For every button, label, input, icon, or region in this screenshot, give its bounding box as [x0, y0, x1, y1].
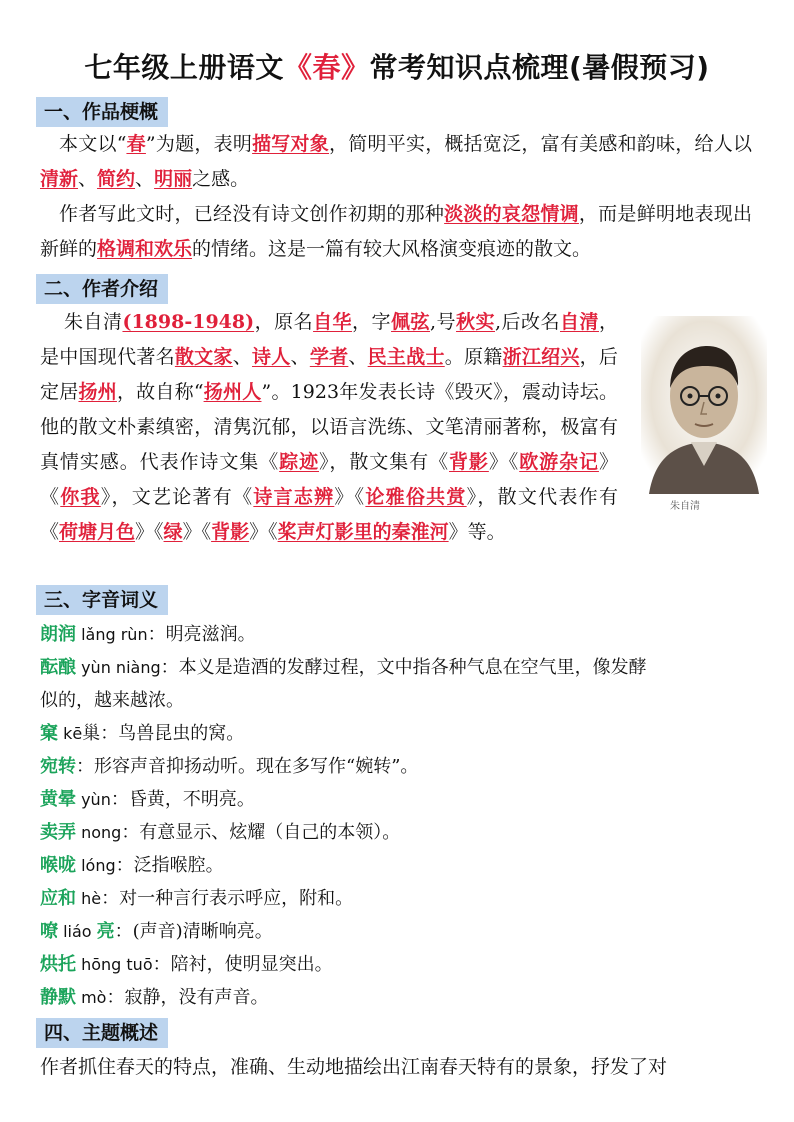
vocabulary-word: 嘹: [40, 921, 58, 942]
keyword-highlight: 淡淡的哀怨情调: [444, 203, 579, 225]
text-run: ，简明平实，概括宽泛，富有美感和韵味，给人以: [329, 133, 752, 155]
vocabulary-pinyin: kē: [58, 724, 83, 743]
vocabulary-pinyin: yùn: [76, 790, 111, 809]
page-title: [0, 48, 794, 88]
title-pre: 七年级上册语文: [84, 51, 284, 84]
keyword-highlight: 浙江绍兴: [502, 346, 580, 368]
vocabulary-definition: ：寂静，没有声音。: [106, 987, 269, 1008]
text-run: 、: [232, 346, 252, 368]
keyword-highlight: 学者: [309, 346, 349, 368]
text-run: 》等。: [448, 521, 506, 543]
vocabulary-pinyin: liáo: [58, 922, 97, 941]
vocabulary-word: 静默: [40, 987, 76, 1008]
vocabulary-definition: ：泛指喉腔。: [115, 855, 224, 876]
section-heading-vocabulary: 三、字音词义: [36, 585, 168, 615]
vocabulary-word: 朗润: [40, 624, 76, 645]
keyword-highlight: 桨声灯影里的秦淮河: [277, 521, 449, 543]
keyword-highlight: 清新: [40, 168, 79, 190]
text-run: 、: [348, 346, 368, 368]
text-run: 》《: [488, 451, 520, 473]
keyword-highlight: 明丽: [154, 168, 193, 190]
keyword-highlight: 背影: [449, 451, 489, 473]
text-run: ，故自称“: [116, 381, 204, 403]
author-paragraph: [40, 305, 618, 550]
keyword-highlight: 欧游杂记: [519, 451, 599, 473]
keyword-highlight: 民主战士: [367, 346, 445, 368]
vocabulary-definition: ：昏黄，不明亮。: [110, 789, 255, 810]
vocabulary-word: 卖弄: [40, 822, 76, 843]
vocabulary-pinyin: nong: [76, 823, 122, 842]
vocabulary-definition: ：本义是造酒的发酵过程，文中指各种气息在空气里，像发酵: [160, 657, 647, 678]
vocabulary-definition: ：(声音)清晰响亮。: [114, 921, 273, 942]
text-run: 》，文艺论著有《: [100, 486, 254, 508]
keyword-highlight: 荷塘月色: [59, 521, 136, 543]
vocabulary-word: 亮: [96, 921, 115, 942]
author-portrait-image: [641, 316, 767, 494]
vocabulary-pinyin: mò: [76, 988, 107, 1007]
keyword-highlight: 扬州人: [203, 381, 262, 403]
vocabulary-word: 酝酿: [40, 657, 76, 678]
text-run: 》《: [334, 486, 366, 508]
keyword-highlight: 自清: [560, 311, 599, 333]
keyword-highlight: (1898-1948): [122, 311, 255, 333]
text-run: 》《: [249, 521, 278, 543]
theme-paragraph: 作者抓住春天的特点，准确、生动地描绘出江南春天特有的景象，抒发了对: [40, 1056, 668, 1078]
vocabulary-word: 喉咙: [40, 855, 76, 876]
text-run: ，是中国现代著名: [40, 311, 618, 368]
keyword-highlight: 春: [126, 133, 146, 155]
portrait-caption: 朱自清: [670, 501, 700, 512]
text-run: ，后定居: [40, 346, 618, 403]
vocabulary-word: 宛转: [40, 756, 76, 777]
text-run: 》《: [40, 451, 618, 508]
vocabulary-word: 应和: [40, 888, 76, 909]
text-run: 朱自清: [64, 311, 123, 333]
vocabulary-definition: ：有意显示、炫耀（自己的本领）。: [121, 822, 401, 843]
keyword-highlight: 散文家: [174, 346, 233, 368]
vocabulary-word: 窠: [40, 723, 58, 744]
keyword-highlight: 背影: [211, 521, 250, 543]
vocabulary-item: [40, 717, 244, 750]
text-run: ”为题，表明: [145, 133, 253, 155]
vocabulary-definition: 巢：鸟兽昆虫的窝。: [82, 723, 245, 744]
keyword-highlight: 自华: [313, 311, 353, 333]
vocabulary-item: [40, 948, 333, 981]
vocabulary-item: [40, 981, 268, 1014]
vocabulary-definition: 似的，越来越浓。: [40, 690, 184, 711]
keyword-highlight: 踪迹: [279, 451, 319, 473]
text-run: 之感。: [192, 168, 250, 190]
vocabulary-pinyin: hè: [76, 889, 102, 908]
keyword-highlight: 你我: [60, 486, 101, 508]
text-run: 作者写此文时，已经没有诗文创作初期的那种: [59, 203, 445, 225]
text-run: 、: [290, 346, 310, 368]
text-run: 。原籍: [444, 346, 503, 368]
vocabulary-item: [40, 618, 256, 651]
vocabulary-item: [40, 651, 647, 684]
vocabulary-pinyin: lǎng rùn: [76, 625, 148, 644]
vocabulary-pinyin: lóng: [76, 856, 116, 875]
vocabulary-item: [40, 882, 353, 915]
vocabulary-definition: ：陪衬，使明显突出。: [152, 954, 333, 975]
text-run: 》，散文代表作有《: [40, 486, 618, 543]
vocabulary-definition: ：对一种言行表示呼应，附和。: [101, 888, 354, 909]
vocabulary-item: [40, 816, 400, 849]
text-run: 的情绪。这是一篇有较大风格演变痕迹的散文。: [192, 238, 592, 260]
title-highlight: 《春》: [283, 51, 370, 84]
summary-paragraph-1: [40, 127, 752, 197]
text-run: ，原名: [254, 311, 314, 333]
keyword-highlight: 格调和欢乐: [97, 238, 193, 260]
vocabulary-definition: ：形容声音抑扬动听。现在多写作“婉转”。: [76, 756, 419, 777]
section-heading-author: 二、作者介绍: [36, 274, 168, 304]
vocabulary-item: [40, 849, 224, 882]
text-run: ,号: [430, 311, 457, 333]
section-heading-summary: 一、作品梗概: [36, 97, 168, 127]
section-heading-theme: 四、主题概述: [36, 1018, 168, 1048]
vocabulary-word: 黄晕: [40, 789, 76, 810]
text-run: 、: [135, 168, 155, 190]
vocabulary-word: 烘托: [40, 954, 76, 975]
text-run: ，字: [352, 311, 392, 333]
text-run: 、: [78, 168, 98, 190]
keyword-highlight: 佩弦: [391, 311, 431, 333]
vocabulary-item: [40, 684, 184, 717]
keyword-highlight: 简约: [97, 168, 136, 190]
vocabulary-pinyin: hōng tuō: [76, 955, 153, 974]
keyword-highlight: 诗人: [251, 346, 291, 368]
text-run: 》《: [135, 521, 164, 543]
vocabulary-pinyin: yùn niàng: [76, 658, 161, 677]
summary-paragraph-2: [40, 197, 752, 267]
keyword-highlight: 扬州: [78, 381, 117, 403]
text-run: 》《: [182, 521, 212, 543]
text-run: ,后改名: [495, 311, 560, 333]
text-run: ”。1923年发表长诗《毁灭》，震动诗坛。他的散文朴素缜密，清隽沉郁，以语言洗练、文笔清丽著称，极富有真情实感。代表作诗文集《: [40, 381, 618, 473]
keyword-highlight: 论雅俗共赏: [365, 486, 467, 508]
vocabulary-item: [40, 750, 418, 783]
keyword-highlight: 描写对象: [252, 133, 330, 155]
keyword-highlight: 绿: [163, 521, 183, 543]
vocabulary-definition: ：明亮滋润。: [147, 624, 256, 645]
keyword-highlight: 诗言志辨: [253, 486, 335, 508]
keyword-highlight: 秋实: [456, 311, 496, 333]
text-run: 》，散文集有《: [319, 451, 449, 473]
vocabulary-item: [40, 915, 273, 948]
vocabulary-item: [40, 783, 255, 816]
text-run: ，而是鲜明地表现出新鲜的: [40, 203, 752, 260]
title-post: 常考知识点梳理(暑假预习): [369, 51, 710, 84]
text-run: 本文以“: [59, 133, 127, 155]
